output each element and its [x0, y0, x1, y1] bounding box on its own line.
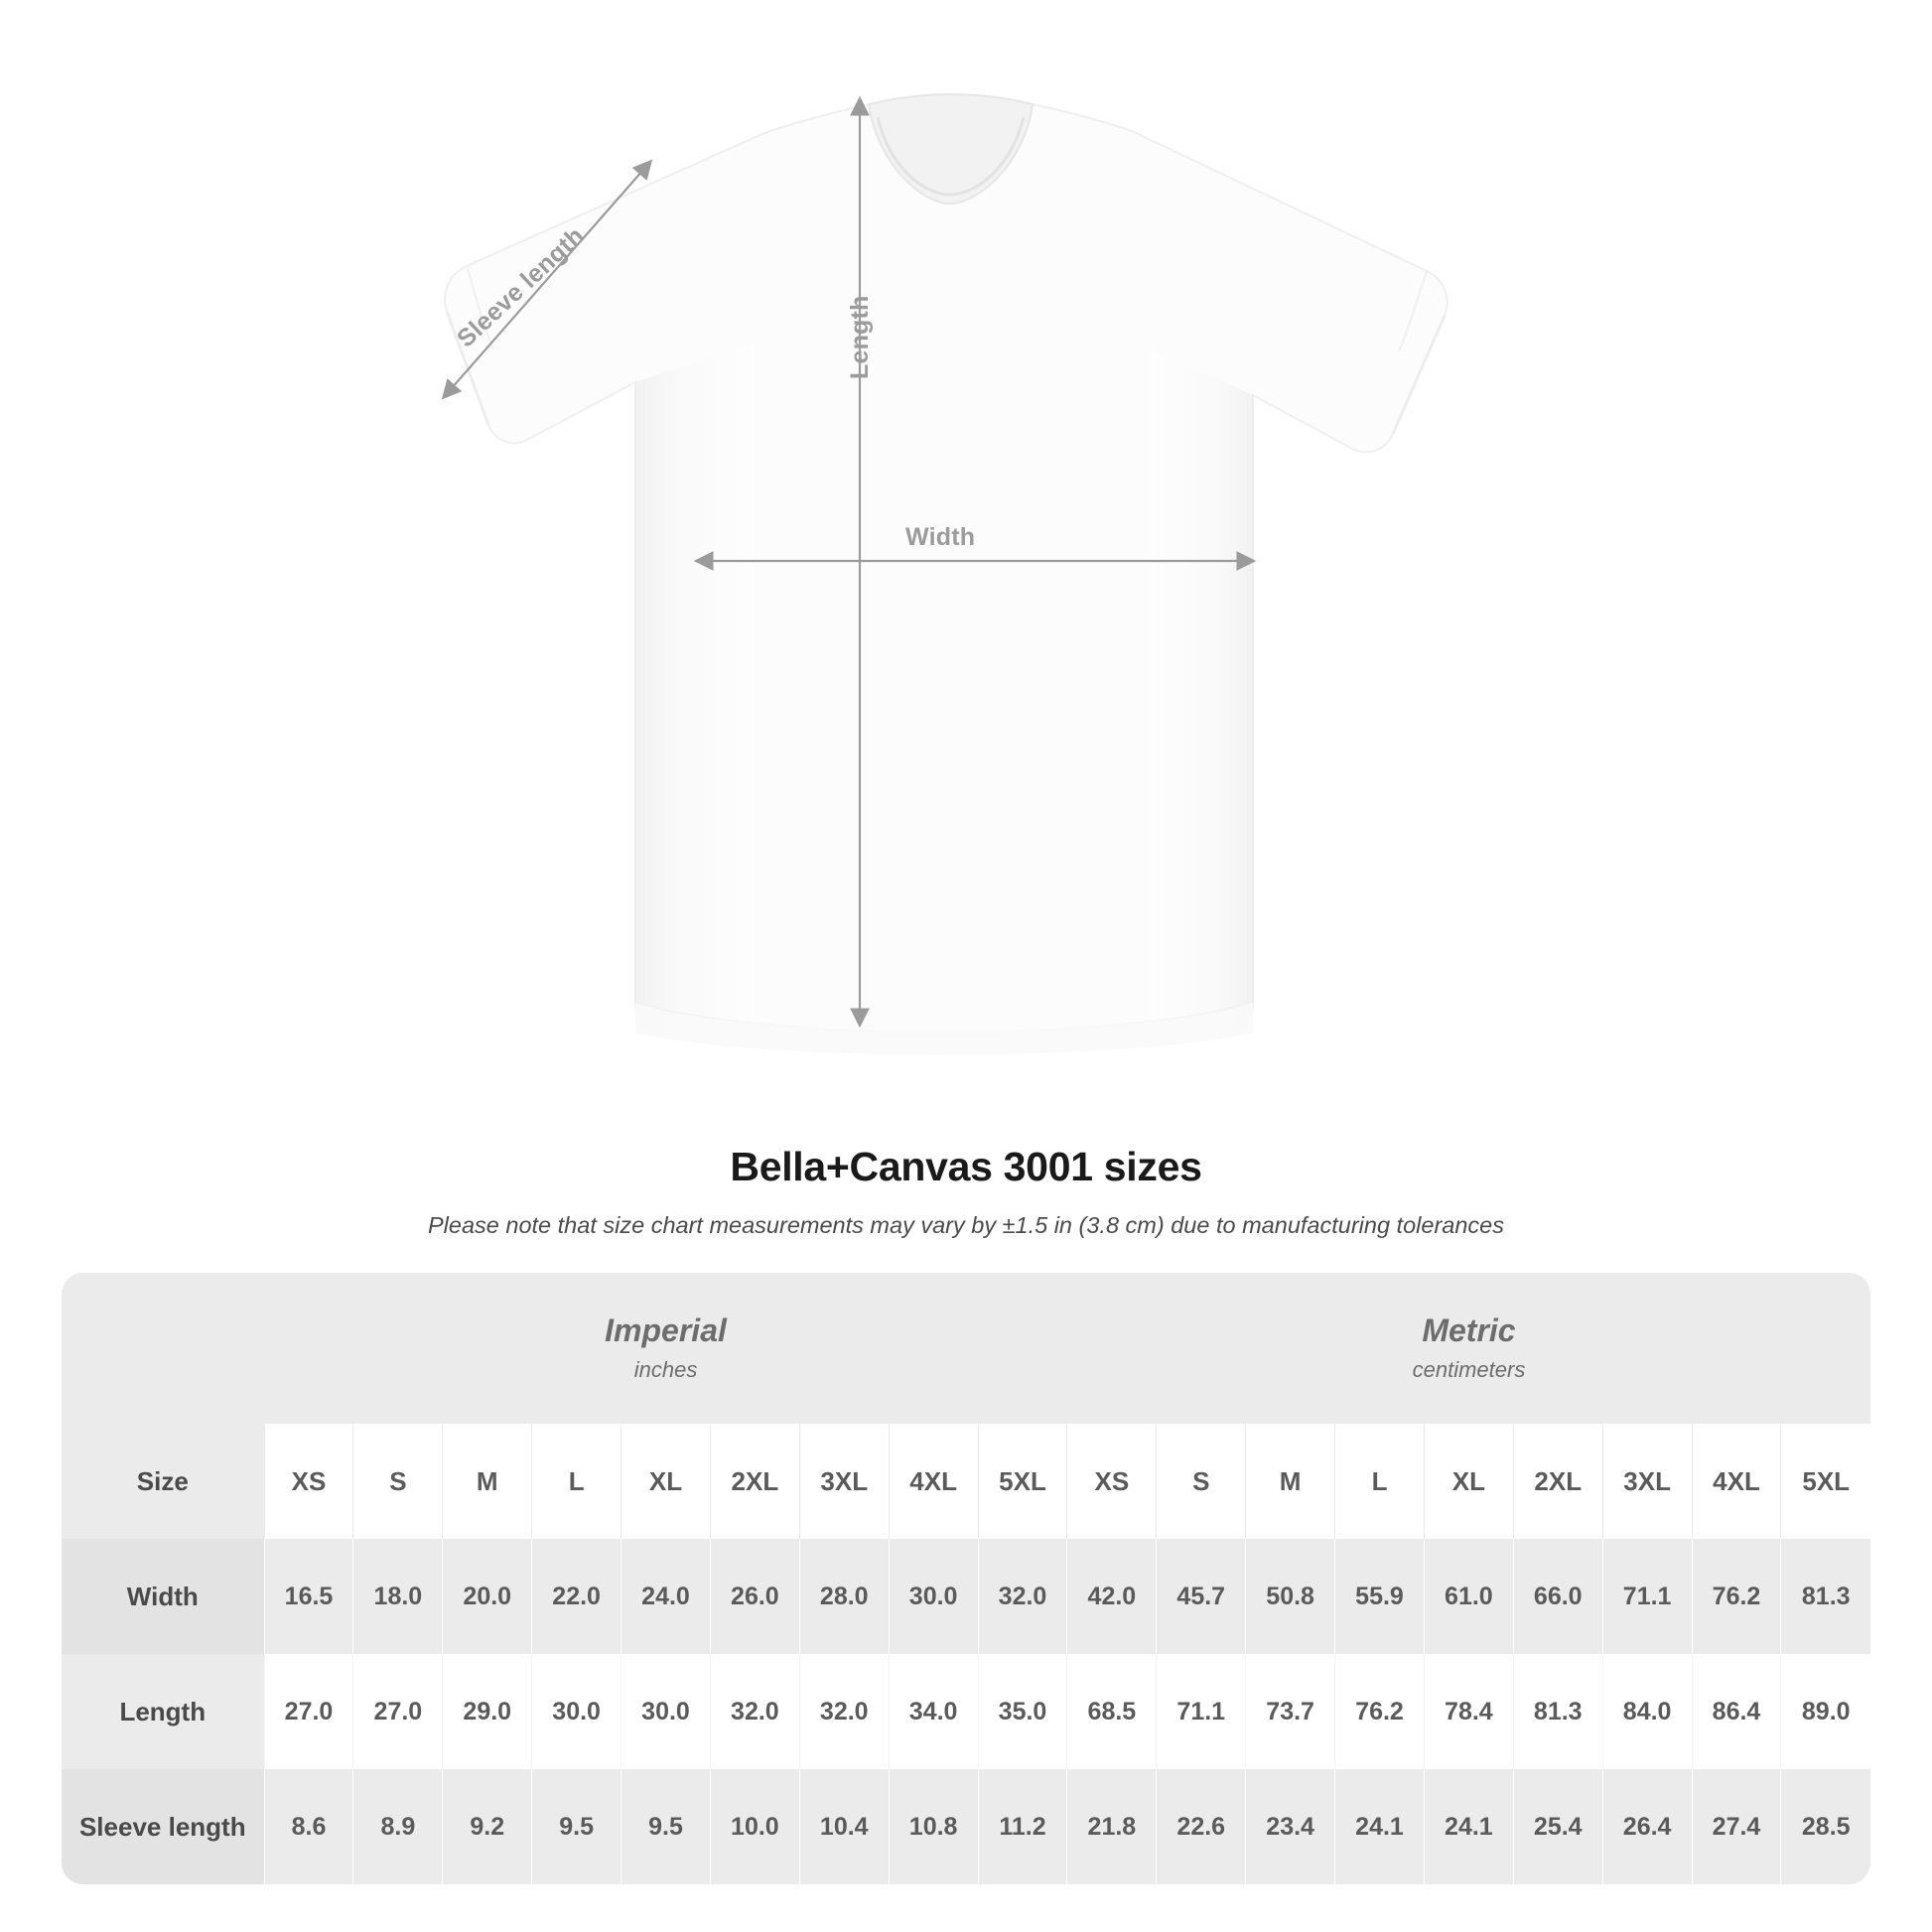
cell-length-imperial-l: 30.0 [532, 1654, 621, 1769]
size-header-metric-4xl: 4XL [1692, 1424, 1781, 1539]
size-header-imperial-xs: XS [264, 1424, 353, 1539]
cell-length-metric-5xl: 89.0 [1781, 1654, 1870, 1769]
cell-length-metric-m: 73.7 [1246, 1654, 1335, 1769]
cell-sleeve-metric-5xl: 28.5 [1781, 1769, 1870, 1884]
cell-width-imperial-xl: 24.0 [621, 1539, 711, 1654]
cell-sleeve-imperial-2xl: 10.0 [710, 1769, 799, 1884]
cell-width-imperial-s: 18.0 [353, 1539, 443, 1654]
cell-length-imperial-4xl: 34.0 [889, 1654, 978, 1769]
cell-sleeve-imperial-xl: 9.5 [621, 1769, 711, 1884]
cell-sleeve-metric-3xl: 26.4 [1602, 1769, 1692, 1884]
size-header-imperial-3xl: 3XL [799, 1424, 889, 1539]
cell-length-imperial-2xl: 32.0 [710, 1654, 799, 1769]
cell-width-metric-s: 45.7 [1157, 1539, 1246, 1654]
cell-width-metric-4xl: 76.2 [1692, 1539, 1781, 1654]
cell-width-imperial-2xl: 26.0 [710, 1539, 799, 1654]
cell-width-metric-xl: 61.0 [1424, 1539, 1513, 1654]
page-title: Bella+Canvas 3001 sizes [730, 1144, 1202, 1189]
cell-length-metric-xl: 78.4 [1424, 1654, 1513, 1769]
table-row [62, 1539, 1870, 1654]
measurement-note: Please note that size chart measurements may vary by ±1.5 in (3.8 cm) due to manufacturing tolerances [428, 1212, 1504, 1238]
title-block [0, 1144, 1932, 1239]
cell-length-imperial-xl: 30.0 [621, 1654, 711, 1769]
cell-width-metric-2xl: 66.0 [1513, 1539, 1602, 1654]
cell-width-imperial-m: 20.0 [443, 1539, 532, 1654]
cell-length-metric-s: 71.1 [1157, 1654, 1246, 1769]
unit-group-metric-sub: centimeters [1412, 1357, 1526, 1383]
cell-sleeve-imperial-m: 9.2 [443, 1769, 532, 1884]
unit-group-metric-name: Metric [1422, 1311, 1516, 1348]
cell-sleeve-metric-l: 24.1 [1335, 1769, 1425, 1884]
row-label-length: Length [62, 1654, 264, 1769]
cell-sleeve-metric-2xl: 25.4 [1513, 1769, 1602, 1884]
length-label: Length [846, 295, 874, 379]
size-header-metric-xl: XL [1424, 1424, 1513, 1539]
row-label-sleeve-length: Sleeve length [62, 1769, 264, 1884]
cell-sleeve-imperial-l: 9.5 [532, 1769, 621, 1884]
cell-width-imperial-4xl: 30.0 [889, 1539, 978, 1654]
tshirt-shape [445, 94, 1448, 1055]
cell-sleeve-metric-s: 22.6 [1157, 1769, 1246, 1884]
size-header-metric-2xl: 2XL [1513, 1424, 1602, 1539]
cell-length-metric-xs: 68.5 [1067, 1654, 1157, 1769]
table-row [62, 1654, 1870, 1769]
cell-sleeve-metric-m: 23.4 [1246, 1769, 1335, 1884]
size-header-metric-xs: XS [1067, 1424, 1157, 1539]
size-header-imperial-4xl: 4XL [889, 1424, 978, 1539]
size-header-metric-m: M [1246, 1424, 1335, 1539]
cell-width-imperial-l: 22.0 [532, 1539, 621, 1654]
size-header-metric-5xl: 5XL [1781, 1424, 1870, 1539]
row-label-width: Width [62, 1539, 264, 1654]
size-header-label: Size [62, 1424, 264, 1539]
unit-group-imperial-name: Imperial [605, 1311, 727, 1348]
size-header-imperial-l: L [532, 1424, 621, 1539]
cell-width-imperial-xs: 16.5 [264, 1539, 353, 1654]
size-header-imperial-s: S [353, 1424, 443, 1539]
size-header-row [62, 1424, 1870, 1539]
size-header-metric-s: S [1157, 1424, 1246, 1539]
size-header-imperial-m: M [443, 1424, 532, 1539]
size-table-container [62, 1273, 1870, 1884]
cell-sleeve-imperial-s: 8.9 [353, 1769, 443, 1884]
unit-group-metric [1067, 1273, 1870, 1424]
size-header-imperial-5xl: 5XL [978, 1424, 1067, 1539]
cell-length-imperial-s: 27.0 [353, 1654, 443, 1769]
cell-width-imperial-3xl: 28.0 [799, 1539, 889, 1654]
cell-width-metric-5xl: 81.3 [1781, 1539, 1870, 1654]
cell-sleeve-imperial-4xl: 10.8 [889, 1769, 978, 1884]
cell-width-metric-l: 55.9 [1335, 1539, 1425, 1654]
sleeve-length-label: Sleeve length [452, 221, 590, 353]
size-header-imperial-xl: XL [621, 1424, 711, 1539]
width-label: Width [905, 523, 976, 551]
cell-width-metric-xs: 42.0 [1067, 1539, 1157, 1654]
unit-header-row [62, 1273, 1870, 1424]
size-header-metric-3xl: 3XL [1602, 1424, 1692, 1539]
table-row [62, 1769, 1870, 1884]
size-table [62, 1273, 1870, 1884]
cell-sleeve-imperial-5xl: 11.2 [978, 1769, 1067, 1884]
cell-length-imperial-5xl: 35.0 [978, 1654, 1067, 1769]
cell-length-metric-3xl: 84.0 [1602, 1654, 1692, 1769]
cell-length-imperial-m: 29.0 [443, 1654, 532, 1769]
size-header-imperial-2xl: 2XL [710, 1424, 799, 1539]
unit-group-imperial-sub: inches [633, 1357, 698, 1383]
cell-width-metric-m: 50.8 [1246, 1539, 1335, 1654]
cell-sleeve-imperial-3xl: 10.4 [799, 1769, 889, 1884]
unit-group-imperial [264, 1273, 1067, 1424]
cell-length-imperial-xs: 27.0 [264, 1654, 353, 1769]
cell-width-metric-3xl: 71.1 [1602, 1539, 1692, 1654]
cell-length-imperial-3xl: 32.0 [799, 1654, 889, 1769]
cell-length-metric-l: 76.2 [1335, 1654, 1425, 1769]
cell-sleeve-metric-xs: 21.8 [1067, 1769, 1157, 1884]
cell-sleeve-metric-4xl: 27.4 [1692, 1769, 1781, 1884]
cell-sleeve-metric-xl: 24.1 [1424, 1769, 1513, 1884]
cell-sleeve-imperial-xs: 8.6 [264, 1769, 353, 1884]
cell-length-metric-2xl: 81.3 [1513, 1654, 1602, 1769]
cell-width-imperial-5xl: 32.0 [978, 1539, 1067, 1654]
size-header-metric-l: L [1335, 1424, 1425, 1539]
unit-header-spacer [62, 1273, 264, 1424]
cell-length-metric-4xl: 86.4 [1692, 1654, 1781, 1769]
